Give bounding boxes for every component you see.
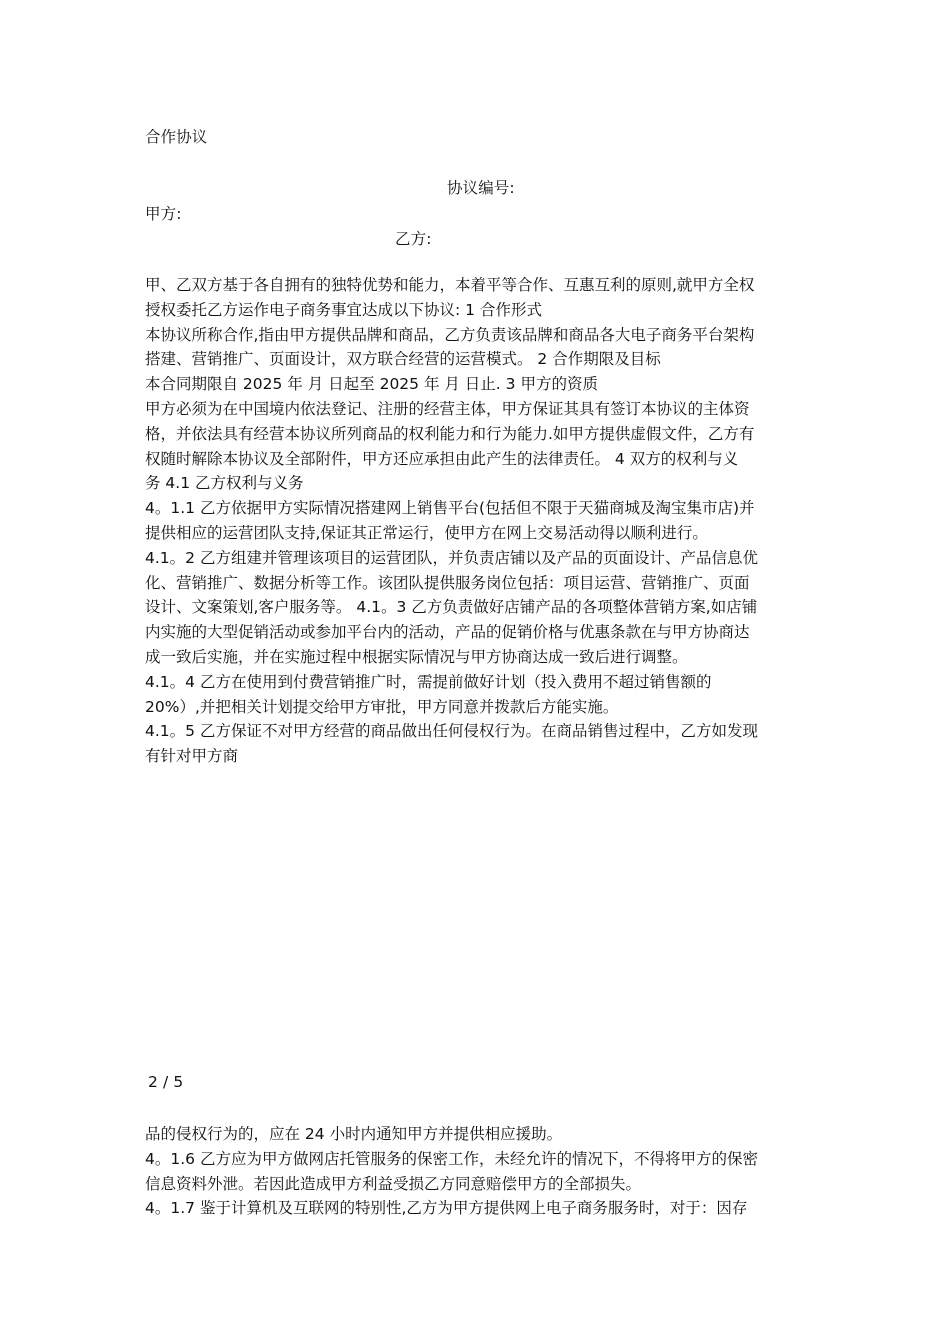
body-line: 甲方必须为在中国境内依法登记、注册的经营主体，甲方保证其具有签订本协议的主体资: [145, 399, 750, 418]
body-line: 成一致后实施，并在实施过程中根据实际情况与甲方协商达成一致后进行调整。: [145, 647, 688, 666]
body-line: 权随时解除本协议及全部附件，甲方还应承担由此产生的法律责任。 4 双方的权利与义: [145, 449, 739, 468]
body-line: 信息资料外泄。若因此造成甲方利益受损乙方同意赔偿甲方的全部损失。: [145, 1174, 642, 1193]
page-number: 2 / 5: [148, 1073, 184, 1091]
document-title: 合作协议: [145, 128, 208, 146]
body-line: 有针对甲方商: [145, 747, 239, 766]
body-line: 4。1.6 乙方应为甲方做网店托管服务的保密工作，未经允许的情况下，不得将甲方的保密: [145, 1149, 758, 1168]
body-text-page-3: [145, 1122, 809, 1221]
body-text-page-2: [145, 273, 809, 769]
body-line: 务 4.1 乙方权利与义务: [145, 474, 304, 493]
body-line: 化、营销推广、数据分析等工作。该团队提供服务岗位包括：项目运营、营销推广、页面: [145, 573, 750, 592]
body-line: 甲、乙双方基于各自拥有的独特优势和能力，本着平等合作、互惠互利的原则,就甲方全权: [145, 276, 755, 294]
body-line: 4.1。2 乙方组建并管理该项目的运营团队，并负责店铺以及产品的页面设计、产品信息优: [145, 548, 758, 567]
body-line: 4。1.1 乙方依据甲方实际情况搭建网上销售平台(包括但不限于天猫商城及淘宝集市店)并: [145, 499, 755, 518]
party-b-label: 乙方:: [395, 230, 432, 248]
agreement-number-label: 协议编号:: [447, 179, 515, 197]
body-line: 4.1。5 乙方保证不对甲方经营的商品做出任何侵权行为。在商品销售过程中，乙方如发现: [145, 722, 758, 741]
party-a-label: 甲方:: [145, 205, 182, 223]
body-line: 品的侵权行为的，应在 24 小时内通知甲方并提供相应援助。: [145, 1125, 563, 1143]
body-line: 内实施的大型促销活动或参加平台内的活动，产品的促销价格与优惠条款在与甲方协商达: [145, 623, 750, 642]
body-line: 授权委托乙方运作电子商务事宜达成以下协议: 1 合作形式: [145, 300, 542, 319]
body-line: 设计、文案策划,客户服务等。 4.1。3 乙方负责做好店铺产品的各项整体营销方案,如店铺: [145, 598, 758, 617]
body-line: 本合同期限自 2025 年 月 日起至 2025 年 月 日止. 3 甲方的资质: [145, 375, 598, 394]
body-line: 4。1.7 鉴于计算机及互联网的特别性,乙方为甲方提供网上电子商务服务时，对于：因存: [145, 1199, 748, 1218]
body-line: 4.1。4 乙方在使用到付费营销推广时，需提前做好计划（投入费用不超过销售额的: [145, 672, 712, 691]
body-line: 格，并依法具有经营本协议所列商品的权利能力和行为能力.如甲方提供虚假文件，乙方有: [145, 424, 755, 443]
body-line: 本协议所称合作,指由甲方提供品牌和商品，乙方负责该品牌和商品各大电子商务平台架构: [145, 325, 755, 344]
body-line: 搭建、营销推广、页面设计，双方联合经营的运营模式。 2 合作期限及目标: [145, 350, 661, 369]
body-line: 提供相应的运营团队支持,保证其正常运行，使甲方在网上交易活动得以顺利进行。: [145, 523, 708, 542]
body-line: 20%）,并把相关计划提交给甲方审批，甲方同意并拨款后方能实施。: [145, 697, 619, 716]
